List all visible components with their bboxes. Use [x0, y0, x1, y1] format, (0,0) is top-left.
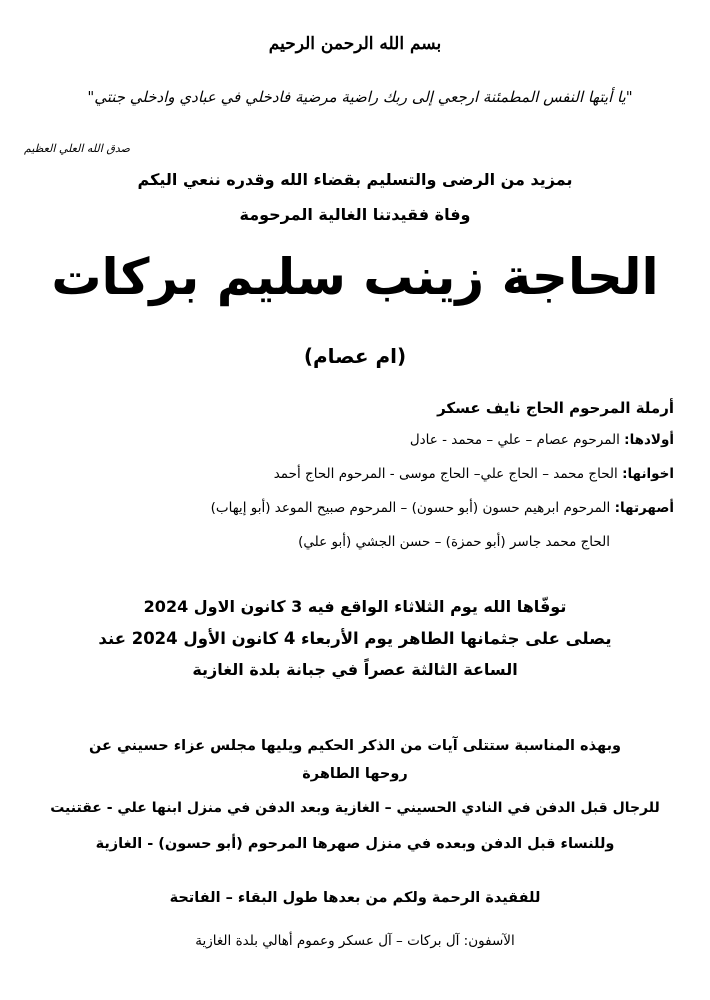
sons-in-law-line — [211, 500, 674, 516]
verse-source: صدق الله العلي العظيم — [24, 142, 130, 155]
brothers-label: اخوانها: — [622, 466, 674, 482]
women-condolence: وللنساء قبل الدفن وبعده في منزل صهرها المرحوم (أبو حسون) - الغازية — [95, 836, 615, 852]
brothers-line — [274, 466, 674, 482]
sons-in-law-label: أصهرتها: — [614, 500, 674, 516]
mourners-line: الآسفون: آل بركات – آل عسكر وعموم أهالي بلدة الغازية — [195, 933, 515, 949]
intro-line-1: بمزيد من الرضى والتسليم بقضاء الله وقدره ننعي اليكم — [137, 170, 573, 189]
occasion-line-2: روحها الطاهرة — [302, 766, 408, 782]
widow-of: أرملة المرحوم الحاج نايف عسكر — [437, 399, 674, 417]
quran-verse: "يا أيتها النفس المطمئنة ارجعي إلى ربك راضية مرضية فادخلي في عبادي وادخلي جنتي" — [87, 88, 633, 106]
intro-line-2: وفاة فقيدتنا الغالية المرحومة — [239, 205, 471, 224]
men-condolence: للرجال قبل الدفن في النادي الحسيني – الغازية وبعد الدفن في منزل ابنها علي - عقتنيت — [50, 800, 660, 816]
children-label: أولادها: — [624, 432, 674, 448]
sons-in-law-names-1: المرحوم ابرهيم حسون (أبو حسون) – المرحوم صبيح الموعد (أبو إيهاب) — [210, 500, 615, 516]
children-names: المرحوم عصام – علي – محمد - عادل — [409, 432, 625, 448]
deceased-name: الحاجة زينب سليم بركات — [51, 248, 659, 306]
sons-in-law-names-2: الحاج محمد جاسر (أبو حمزة) – حسن الجشي (أبو علي) — [298, 534, 610, 550]
closing-line: للفقيدة الرحمة ولكم من بعدها طول البقاء – الفاتحة — [169, 890, 541, 906]
brothers-names: الحاج محمد – الحاج علي– الحاج موسى - المرحوم الحاج أحمد — [273, 466, 623, 482]
basmala: بسم الله الرحمن الرحيم — [268, 34, 442, 54]
death-line-3: الساعة الثالثة عصراً في جبانة بلدة الغازية — [192, 660, 518, 679]
death-line-2: يصلى على جثمانها الطاهر يوم الأربعاء 4 كانون الأول 2024 عند — [98, 629, 612, 648]
children-line — [410, 432, 674, 448]
death-line-1: توفّاها الله يوم الثلاثاء الواقع فيه 3 كانون الاول 2024 — [143, 597, 567, 616]
occasion-line-1: وبهذه المناسبة ستتلى آيات من الذكر الحكيم ويليها مجلس عزاء حسيني عن — [88, 738, 622, 754]
deceased-kunya: (ام عصام) — [303, 344, 407, 368]
